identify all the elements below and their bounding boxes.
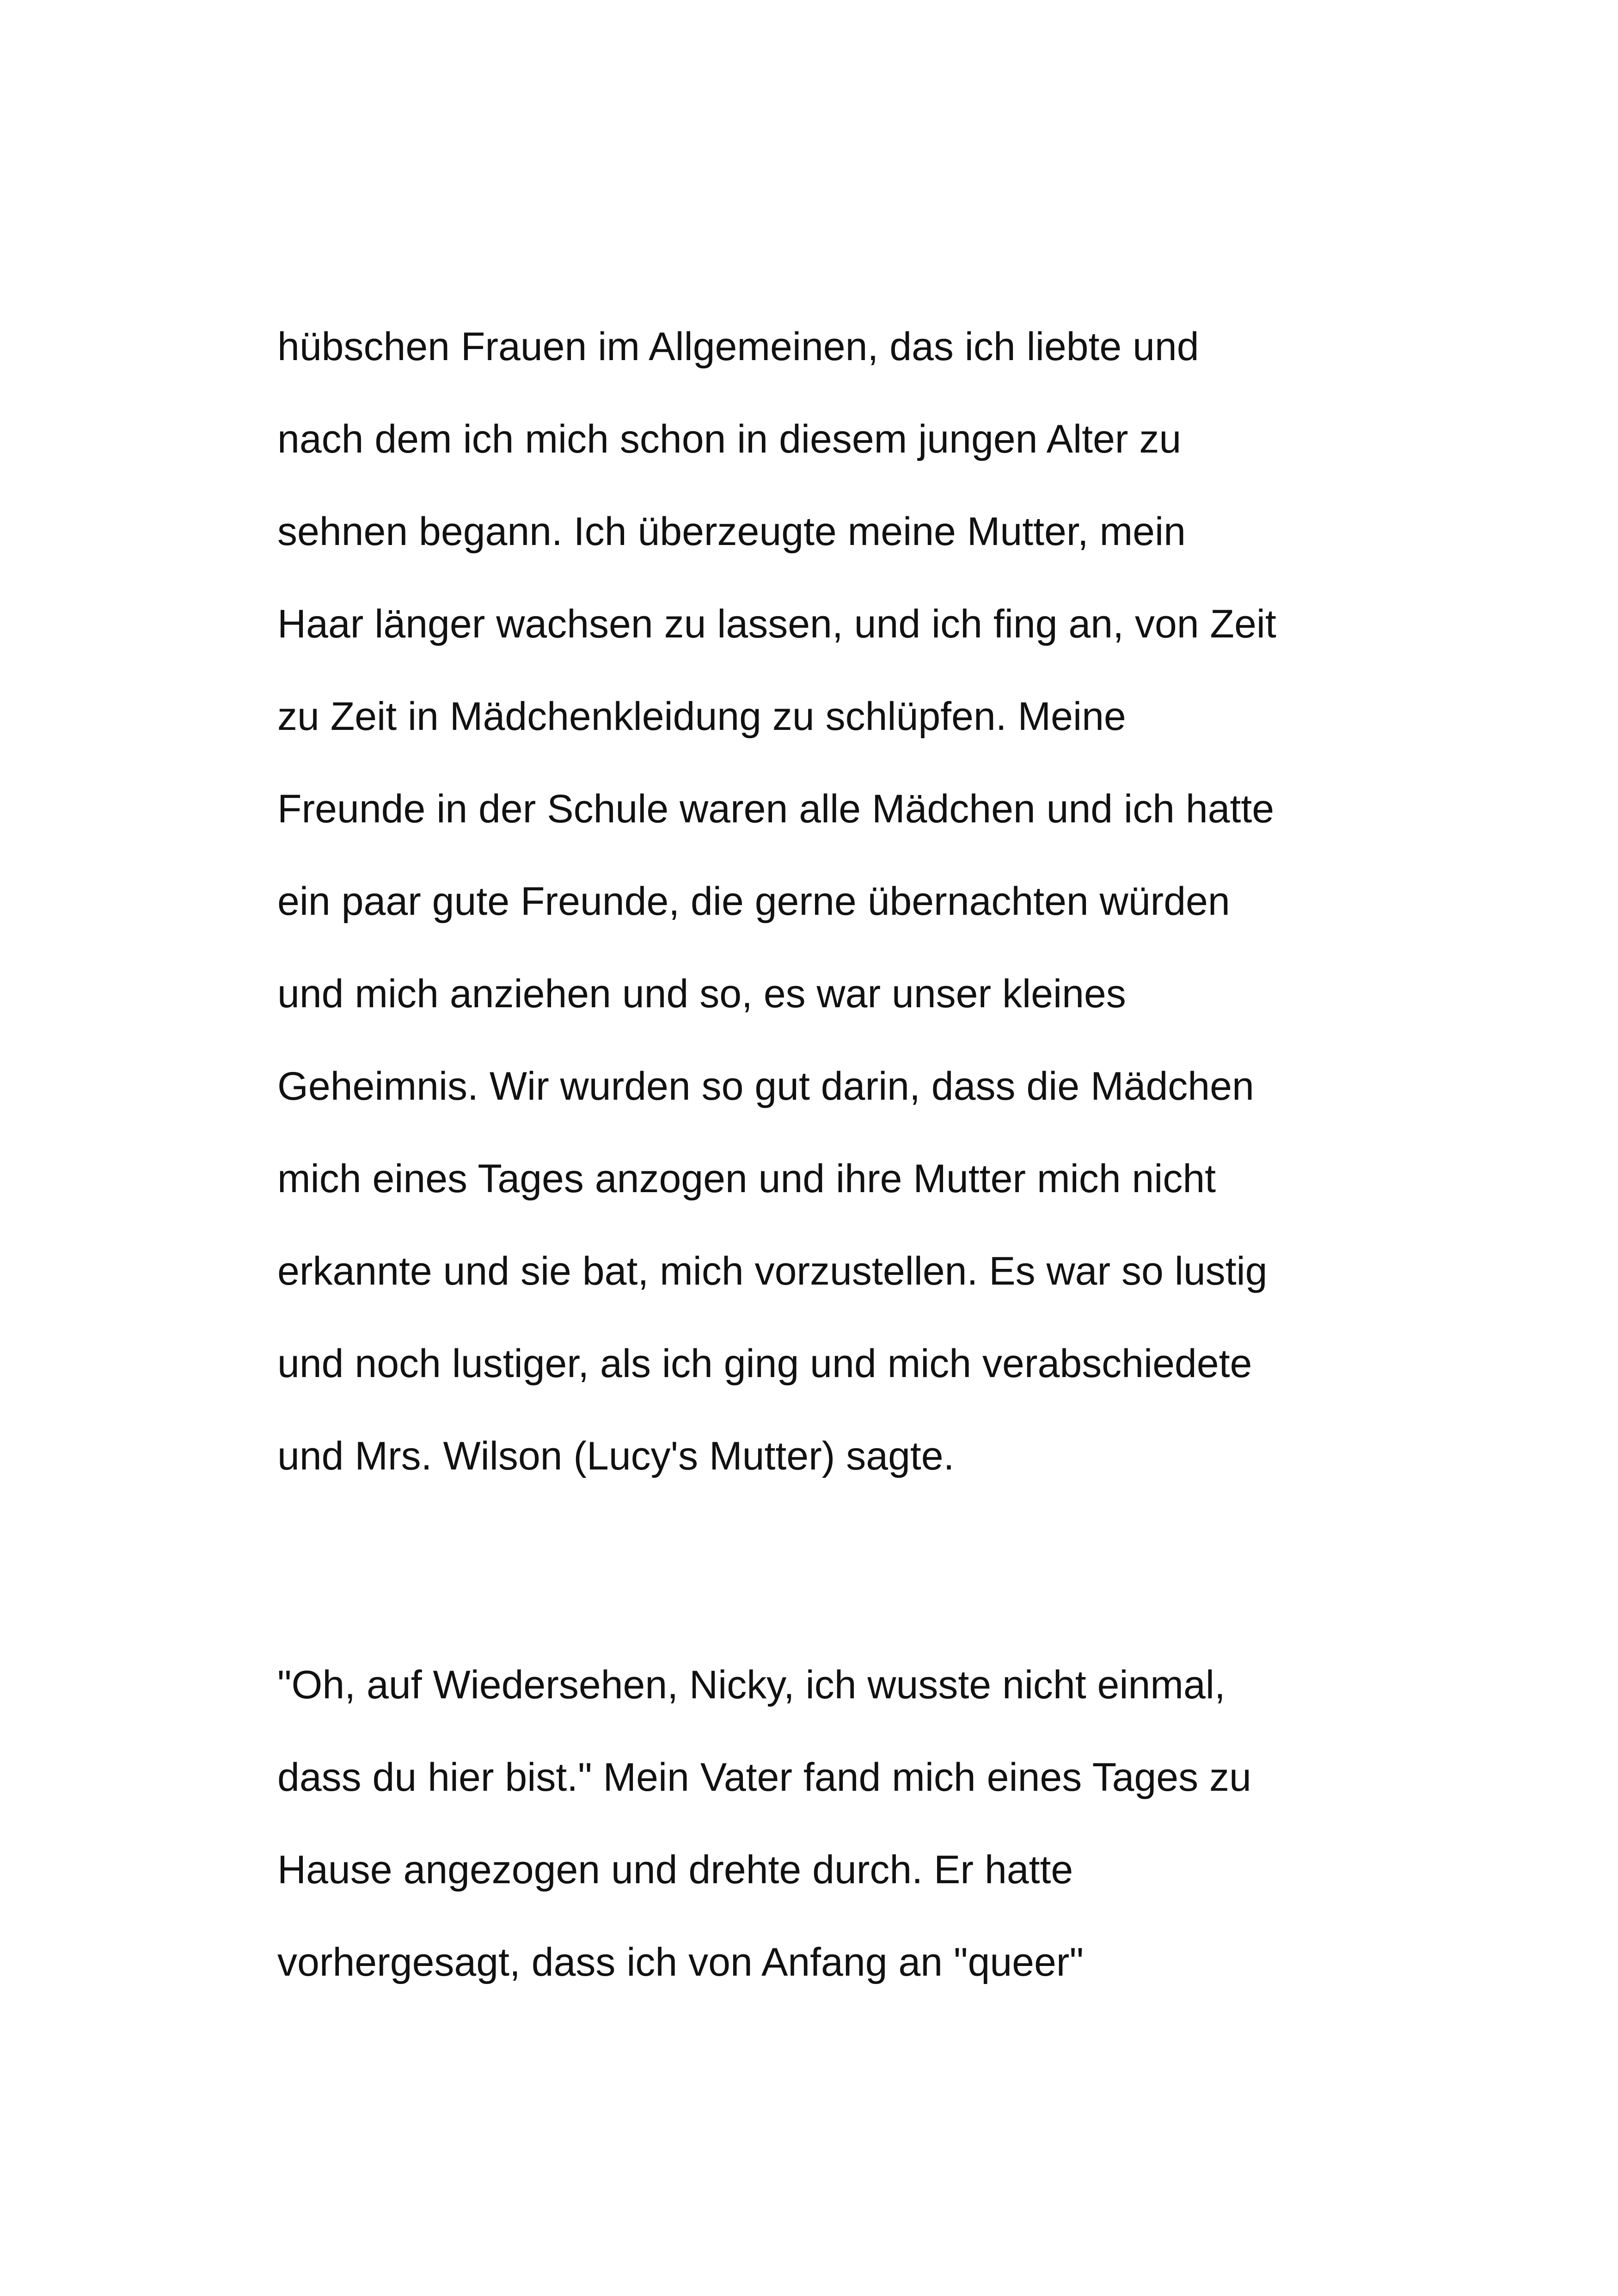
text-line: und noch lustiger, als ich ging und mich verabschiedete xyxy=(277,1341,1252,1386)
text-line: ein paar gute Freunde, die gerne übernachten würden xyxy=(277,879,1230,924)
text-line: Haar länger wachsen zu lassen, und ich fing an, von Zeit xyxy=(277,602,1276,646)
text-line: dass du hier bist." Mein Vater fand mich eines Tages zu xyxy=(277,1755,1251,1800)
text-line: erkannte und sie bat, mich vorzustellen. Es war so lustig xyxy=(277,1249,1268,1293)
text-line: und Mrs. Wilson (Lucy's Mutter) sagte. xyxy=(277,1434,955,1478)
text-line: zu Zeit in Mädchenkleidung zu schlüpfen. Meine xyxy=(277,694,1126,739)
text-line: Hause angezogen und drehte durch. Er hatte xyxy=(277,1848,1073,1892)
text-line: vorhergesagt, dass ich von Anfang an "queer" xyxy=(277,1940,1084,1984)
text-line: "Oh, auf Wiedersehen, Nicky, ich wusste nicht einmal, xyxy=(277,1663,1226,1707)
text-line: und mich anziehen und so, es war unser kleines xyxy=(277,972,1126,1016)
paragraph-1 xyxy=(277,300,1276,1502)
paragraph-2 xyxy=(277,1639,1251,2008)
text-line: sehnen begann. Ich überzeugte meine Mutter, mein xyxy=(277,509,1186,554)
text-line: nach dem ich mich schon in diesem jungen Alter zu xyxy=(277,417,1182,461)
text-line: hübschen Frauen im Allgemeinen, das ich liebte und xyxy=(277,325,1199,369)
text-line: Freunde in der Schule waren alle Mädchen und ich hatte xyxy=(277,787,1275,831)
text-line: mich eines Tages anzogen und ihre Mutter mich nicht xyxy=(277,1157,1216,1201)
text-line: Geheimnis. Wir wurden so gut darin, dass die Mädchen xyxy=(277,1064,1254,1108)
